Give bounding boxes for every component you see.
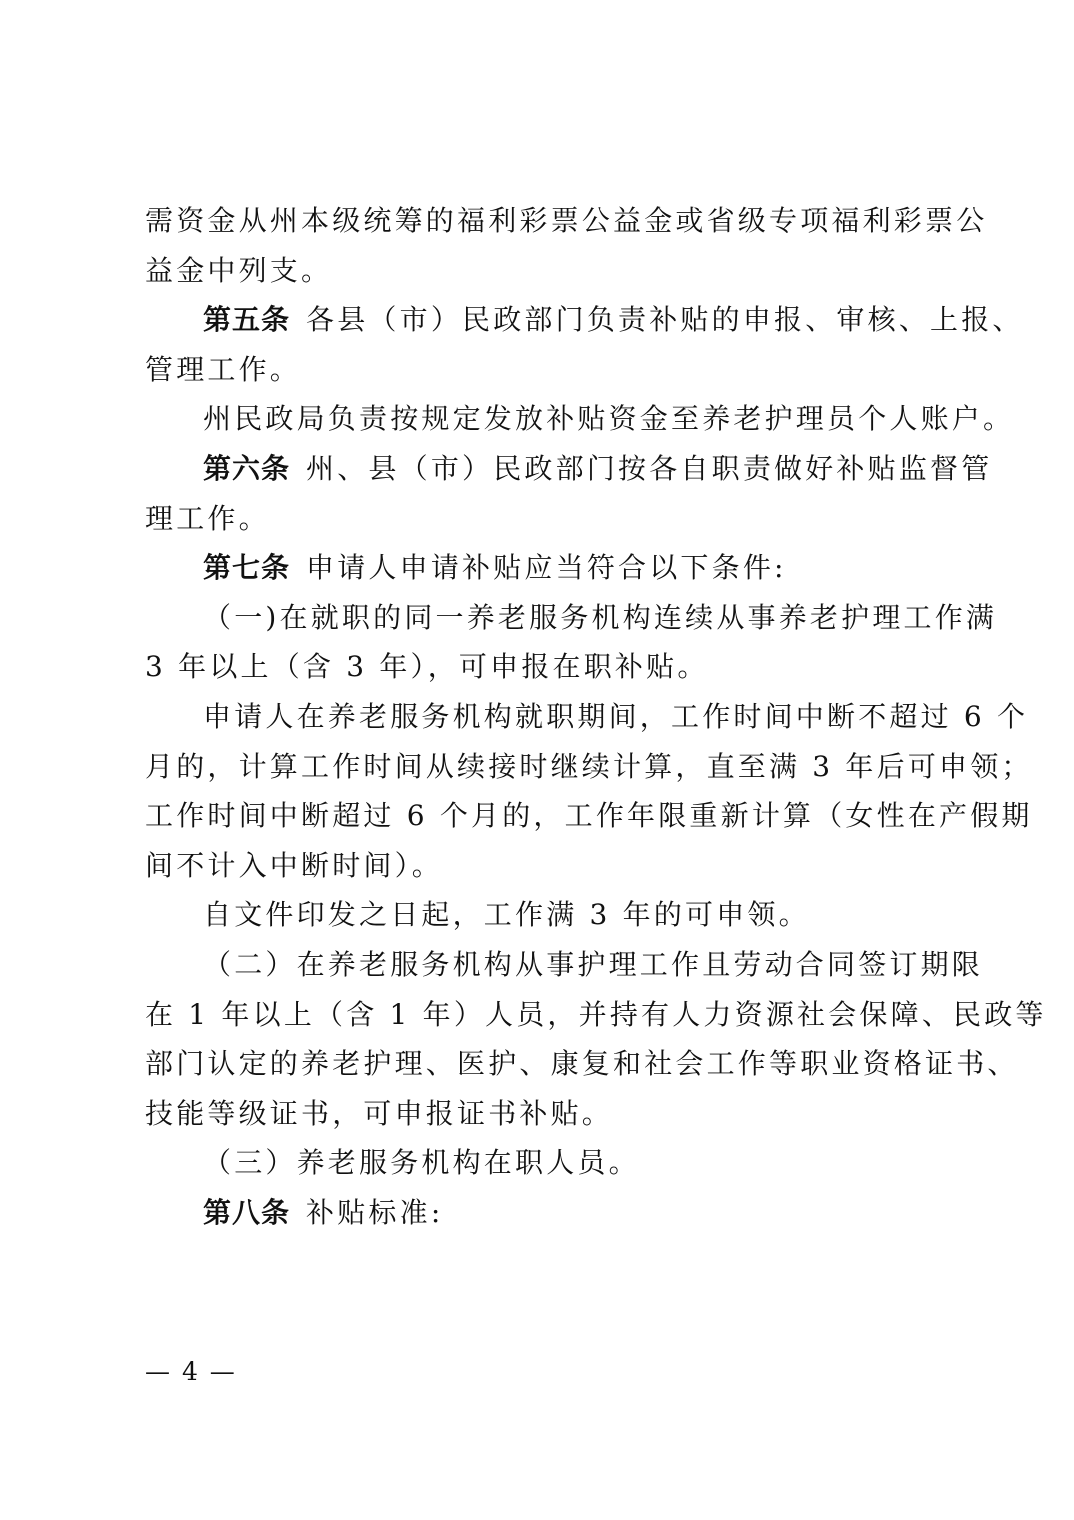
paragraph-line <box>145 246 945 296</box>
paragraph-line <box>145 841 945 891</box>
line-text: 自文件印发之日起，工作满 3 年的可申领。 <box>203 898 810 932</box>
line-text: 部门认定的养老护理、医护、康复和社会工作等职业资格证书、 <box>145 1047 1019 1081</box>
article-5-label: 第五条 <box>203 303 291 337</box>
paragraph-line <box>145 791 1033 841</box>
document-body <box>145 196 1047 1237</box>
line-text: 州、县（市）民政部门按各自职责做好补贴监督管 <box>306 451 993 485</box>
line-text: 益金中列支。 <box>145 253 333 287</box>
line-text: 申请人在养老服务机构就职期间，工作时间中断不超过 6 个 <box>203 699 1029 733</box>
line-text: 间不计入中断时间）。 <box>145 848 444 882</box>
paragraph-line <box>145 940 984 990</box>
paragraph-line <box>145 742 1033 792</box>
line-text: 月的，计算工作时间从续接时继续计算，直至满 3 年后可申领； <box>145 749 1033 783</box>
paragraph-line <box>145 890 945 940</box>
page-number: — 4 — <box>145 1357 237 1386</box>
paragraph-line <box>145 394 1015 444</box>
paragraph-line <box>145 1138 945 1188</box>
paragraph-line <box>145 990 1047 1040</box>
line-text: 在 1 年以上（含 1 年）人员，并持有人力资源社会保障、民政等 <box>145 997 1047 1031</box>
paragraph-line <box>145 345 945 395</box>
line-text: 技能等级证书，可申报证书补贴。 <box>145 1096 614 1130</box>
line-text: 3 年以上（含 3 年），可申报在职补贴。 <box>145 650 709 684</box>
line-text: （二）在养老服务机构从事护理工作且劳动合同签订期限 <box>203 947 984 981</box>
article-8-label: 第八条 <box>203 1195 291 1229</box>
article-6-label: 第六条 <box>203 451 291 485</box>
article-6-heading-line <box>145 444 993 494</box>
paragraph-line <box>145 196 988 246</box>
line-text: 工作时间中断超过 6 个月的，工作年限重新计算（女性在产假期 <box>145 799 1033 833</box>
paragraph-line <box>145 1039 1019 1089</box>
line-text: （一)在就职的同一养老服务机构连续从事养老护理工作满 <box>203 600 998 634</box>
paragraph-line <box>145 494 945 544</box>
line-text: 各县（市）民政部门负责补贴的申报、审核、上报、 <box>306 303 1024 337</box>
line-text: 补贴标准: <box>306 1195 444 1229</box>
line-text: 申请人申请补贴应当符合以下条件: <box>306 551 787 585</box>
paragraph-line <box>145 642 945 692</box>
paragraph-line <box>145 692 1029 742</box>
line-text: 州民政局负责按规定发放补贴资金至养老护理员个人账户。 <box>203 402 1015 436</box>
article-7-heading-line <box>145 543 945 593</box>
paragraph-line <box>145 1089 945 1139</box>
paragraph-line <box>145 593 998 643</box>
article-7-label: 第七条 <box>203 551 291 585</box>
article-8-heading-line <box>145 1188 945 1238</box>
line-text: 管理工作。 <box>145 352 302 386</box>
line-text: 需资金从州本级统筹的福利彩票公益金或省级专项福利彩票公 <box>145 204 988 237</box>
line-text: （三）养老服务机构在职人员。 <box>203 1146 640 1180</box>
article-5-heading-line <box>145 295 1024 345</box>
line-text: 理工作。 <box>145 501 270 535</box>
